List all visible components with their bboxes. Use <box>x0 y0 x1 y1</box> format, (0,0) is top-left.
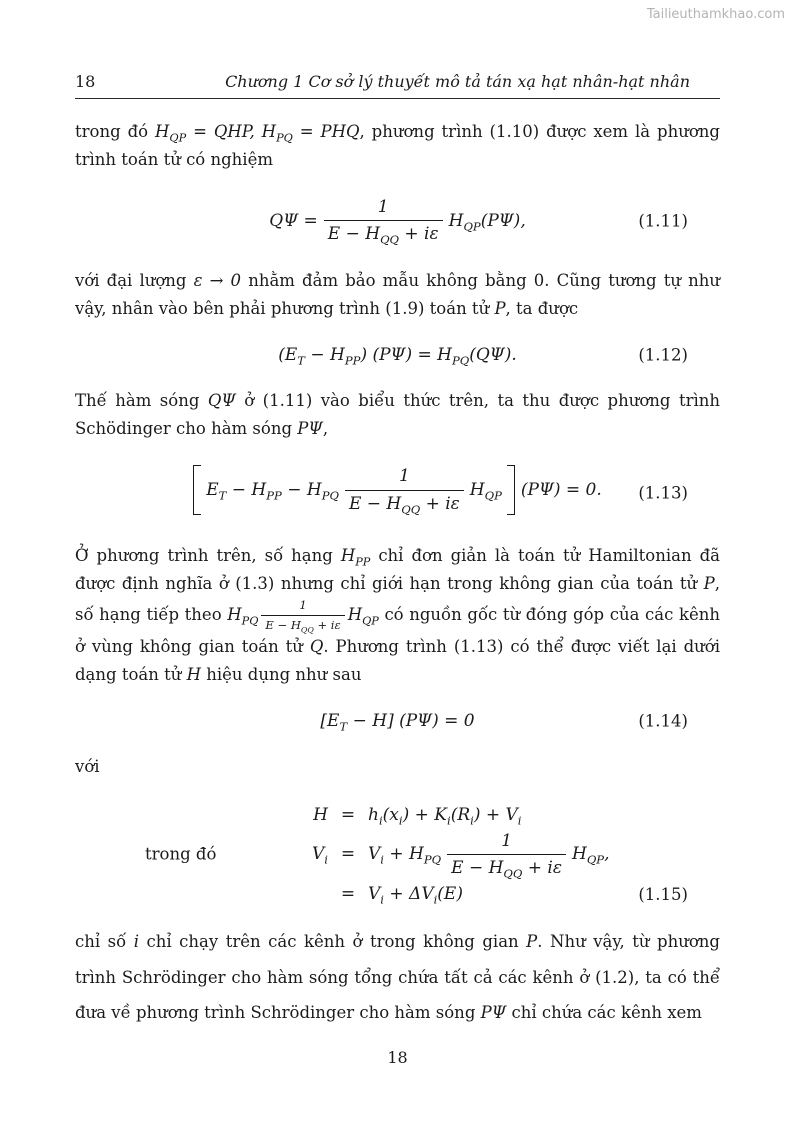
equation-1-15-number: (1.15) <box>638 884 688 904</box>
fraction: $\frac{1}{E - H_{QQ} + i\varepsilon}$ <box>345 465 464 514</box>
inline-math: PΨ <box>297 419 323 439</box>
inline-math: P <box>703 573 715 593</box>
paragraph-5: với <box>75 756 100 776</box>
header-chapter-title: Chương 1 Cơ sở lý thuyết mô tả tán xạ hạt nhân-hạt nhân <box>225 72 690 91</box>
inline-math: $H_{PP}$ <box>340 545 371 568</box>
inline-math <box>187 665 201 684</box>
inline-math: P <box>526 932 538 952</box>
equation-1-12-body: $(E_T - H_{PP}) (P\Psi) = H_{PQ}(Q\Psi)$. <box>278 345 517 368</box>
inline-math: i <box>133 932 140 952</box>
left-bracket <box>193 465 201 514</box>
inline-math: Q <box>309 636 324 656</box>
equation-relation: = <box>340 804 356 825</box>
equation-1-12-number: (1.12) <box>638 345 688 365</box>
equation-1-11-body: QΨ = $\frac{1}{E - H_{QQ} + i\varepsilon}$ $H_{QP}(P\Psi)$, <box>269 197 526 247</box>
watermark-text: Tailieuthamkhao.com <box>646 7 785 22</box>
equation-1-14 <box>75 710 720 734</box>
fraction: $\frac{1}{E - H_{QQ} + i\varepsilon}$ <box>447 830 566 879</box>
footer-page-number: 18 <box>387 1048 408 1068</box>
inline-math: ε → 0 <box>193 271 242 291</box>
equation-1-11 <box>75 196 720 245</box>
equation-1-15 <box>75 804 720 907</box>
paragraph-6: chỉ số i chỉ chạy trên các kênh ở trong không gian P. Như vậy, từ phương trình Schrödinger cho hàm sóng tổng chứa tất cả các kênh ở (1.2), ta có thể đưa về phương trình Schrödinger cho hàm sóng PΨ chỉ chứa các kênh xem <box>75 932 720 1023</box>
inline-math: PΨ <box>480 1003 507 1023</box>
equation-1-11-number: (1.11) <box>638 211 688 231</box>
fraction: $\frac{1}{E - H_{QQ} + i\varepsilon}$ <box>324 196 443 245</box>
script-H: H <box>372 710 388 731</box>
header-rule <box>75 98 720 99</box>
equation-1-13-body: $E_T - H_{PP} - H_{PQ}$ $\frac{1}{E - H_{QQ} + i\varepsilon}$ $H_{QP}$ (PΨ) = 0. <box>193 465 602 514</box>
equation-1-13 <box>75 465 720 519</box>
inline-math: $H_{PQ}$ $\frac{1}{E - H_{QQ} + i\varepsilon}$ $H_{QP}$ <box>227 597 379 635</box>
inline-math: P <box>494 299 506 319</box>
equation-lhs <box>75 805 330 825</box>
equation-1-15-row-1 <box>75 804 720 828</box>
fraction: $\frac{1}{E - H_{QQ} + i\varepsilon}$ <box>261 598 344 633</box>
paragraph-2: với đại lượng ε → 0 nhằm đảm bảo mẫu không bằng 0. Cũng tương tự như vậy, nhân vào bên phải phương trình (1.9) toán tử P, ta được <box>75 271 720 319</box>
equation-rhs: $h_i(x_i) + K_i(R_i) + V_i$ <box>368 804 522 828</box>
script-V: V <box>505 804 518 825</box>
script-H: H <box>313 804 328 825</box>
equation-1-12 <box>75 345 720 368</box>
equation-1-14-body: $[E_T - H] (P\Psi) = 0$ <box>320 710 475 734</box>
equation-rhs: $V_i + \Delta V_i(E)$ <box>368 884 463 907</box>
inline-math: QΨ <box>207 391 236 411</box>
equation-rhs: $V_i + H_{PQ}$ $\frac{1}{E - H_{QQ} + i\varepsilon}$ $H_{QP}$, <box>368 830 610 881</box>
paragraph-1: trong đó $H_{QP}$ = QHP, $H_{PQ}$ = PHQ, phương trình (1.10) được xem là phương trình toán tử có nghiệm <box>75 122 720 170</box>
equation-1-13-number: (1.13) <box>638 483 688 503</box>
script-V: V <box>312 844 325 865</box>
equation-1-15-row-2 <box>75 830 720 879</box>
right-bracket <box>507 465 515 514</box>
equation-lhs: $V_i$ <box>312 844 328 867</box>
page-content <box>75 118 720 1030</box>
paragraph-4: Ở phương trình trên, số hạng $H_{PP}$ chỉ đơn giản là toán tử Hamiltonian đã được định nghĩa ở (1.3) nhưng chỉ giới hạn trong không gian của toán tử P, số hạng tiếp theo $H_{PQ}$ $\frac{1}{E - H_{QQ} + i\varepsilon}$ $H_{QP}$ có nguồn gốc từ đóng góp của các kênh ở vùng không gian toán tử Q. Phương trình (1.13) có thể được viết lại dưới dạng toán tử H hiệu dụng như sau <box>75 545 720 684</box>
header-page-number: 18 <box>75 72 96 91</box>
page-footer <box>0 1048 795 1067</box>
equation-1-15-label: trong đó <box>145 844 217 864</box>
equation-relation: = <box>340 884 356 905</box>
inline-math: $H_{QP}$ = QHP, $H_{PQ}$ = PHQ <box>155 122 360 145</box>
equation-1-14-number: (1.14) <box>638 711 688 731</box>
paragraph-3: Thế hàm sóng QΨ ở (1.11) vào biểu thức trên, ta thu được phương trình Schödinger cho hàm sóng PΨ, <box>75 391 720 439</box>
equation-relation: = <box>340 844 356 865</box>
equation-1-15-row-3 <box>75 884 720 907</box>
page-header <box>75 72 720 91</box>
script-H: H <box>186 664 201 684</box>
